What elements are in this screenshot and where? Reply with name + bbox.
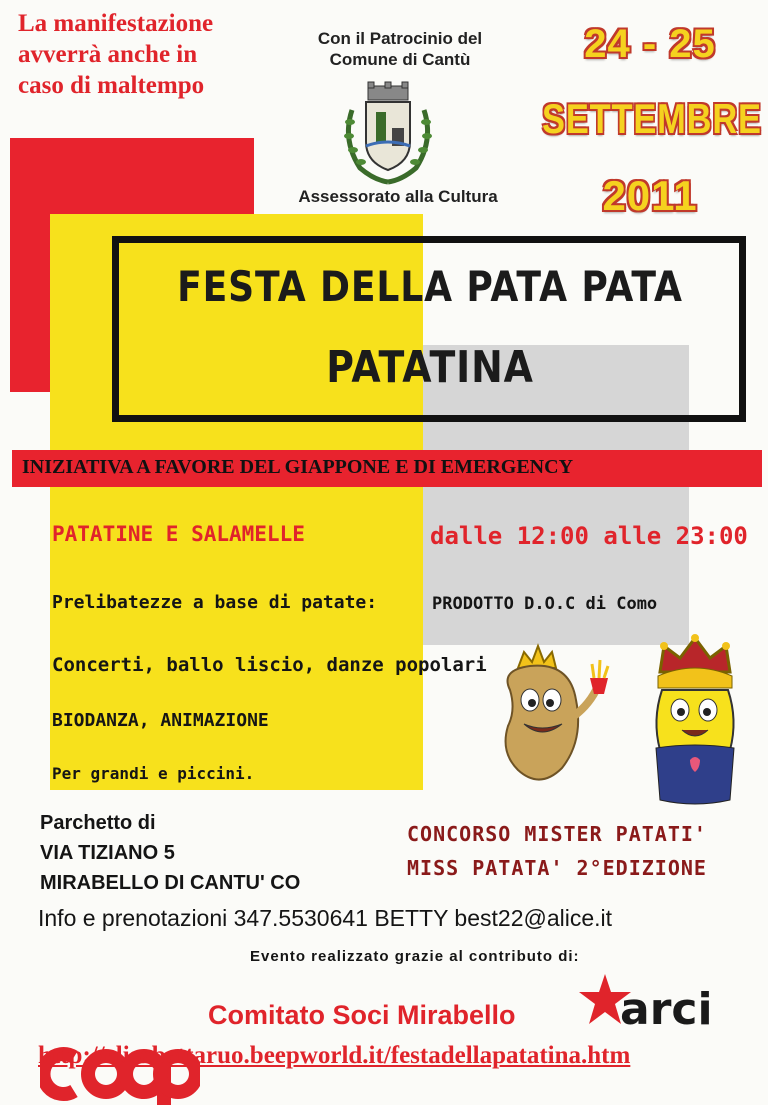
address-line: MIRABELLO DI CANTU' CO xyxy=(40,872,301,894)
notice-line: La manifestazione xyxy=(18,10,214,37)
weather-notice xyxy=(18,8,278,101)
sponsor-intro: Evento realizzato grazie al contributo di: xyxy=(250,948,580,965)
patronage-line: Con il Patrocinio del xyxy=(317,29,483,48)
event-title: FESTA DELLA PATA PATA xyxy=(177,262,683,311)
event-title-sub: PATATINA xyxy=(326,342,534,393)
notice-line: avverrà anche in xyxy=(18,41,198,68)
assessorato-label: Assessorato alla Cultura xyxy=(298,187,498,206)
info-contact: Info e prenotazioni 347.5530641 BETTY best22@alice.it xyxy=(38,905,613,931)
arci-logo: arci xyxy=(620,984,713,1035)
food-label: PATATINE E SALAMELLE xyxy=(52,522,305,546)
event-days: 24 - 25 xyxy=(584,22,716,66)
product-text: PRODOTTO D.O.C di Como xyxy=(432,594,658,614)
audience-text: Per grandi e piccini. xyxy=(52,764,255,783)
potato-queen-icon xyxy=(640,630,750,805)
event-website-link[interactable]: http://elisabettaruo.beepworld.it/festadellapatatina.htm xyxy=(38,1042,631,1069)
contest-line: MISS PATATA' 2°EDIZIONE xyxy=(407,856,707,880)
event-month: SETTEMBRE xyxy=(542,95,762,142)
biodanza-text: BIODANZA, ANIMAZIONE xyxy=(52,710,269,731)
coat-of-arms-icon xyxy=(338,80,438,186)
opening-hours: dalle 12:00 alle 23:00 xyxy=(430,522,748,550)
notice-line: caso di maltempo xyxy=(18,72,205,99)
concerts-text: Concerti, ballo liscio, danze popolari xyxy=(52,654,487,676)
event-year: 2011 xyxy=(602,172,698,219)
address-line: Parchetto di xyxy=(40,812,156,834)
patronage-text xyxy=(300,28,500,70)
initiative-text: INIZIATIVA A FAVORE DEL GIAPPONE E DI EMERGENCY xyxy=(22,456,574,478)
specialties-text: Prelibatezze a base di patate: xyxy=(52,592,378,613)
contest-line: CONCORSO MISTER PATATI' xyxy=(407,822,707,846)
patronage-line: Comune di Cantù xyxy=(329,50,471,69)
comitato-text: Comitato Soci Mirabello xyxy=(208,1000,516,1030)
address-line: VIA TIZIANO 5 xyxy=(40,842,175,864)
potato-king-icon xyxy=(490,640,620,790)
